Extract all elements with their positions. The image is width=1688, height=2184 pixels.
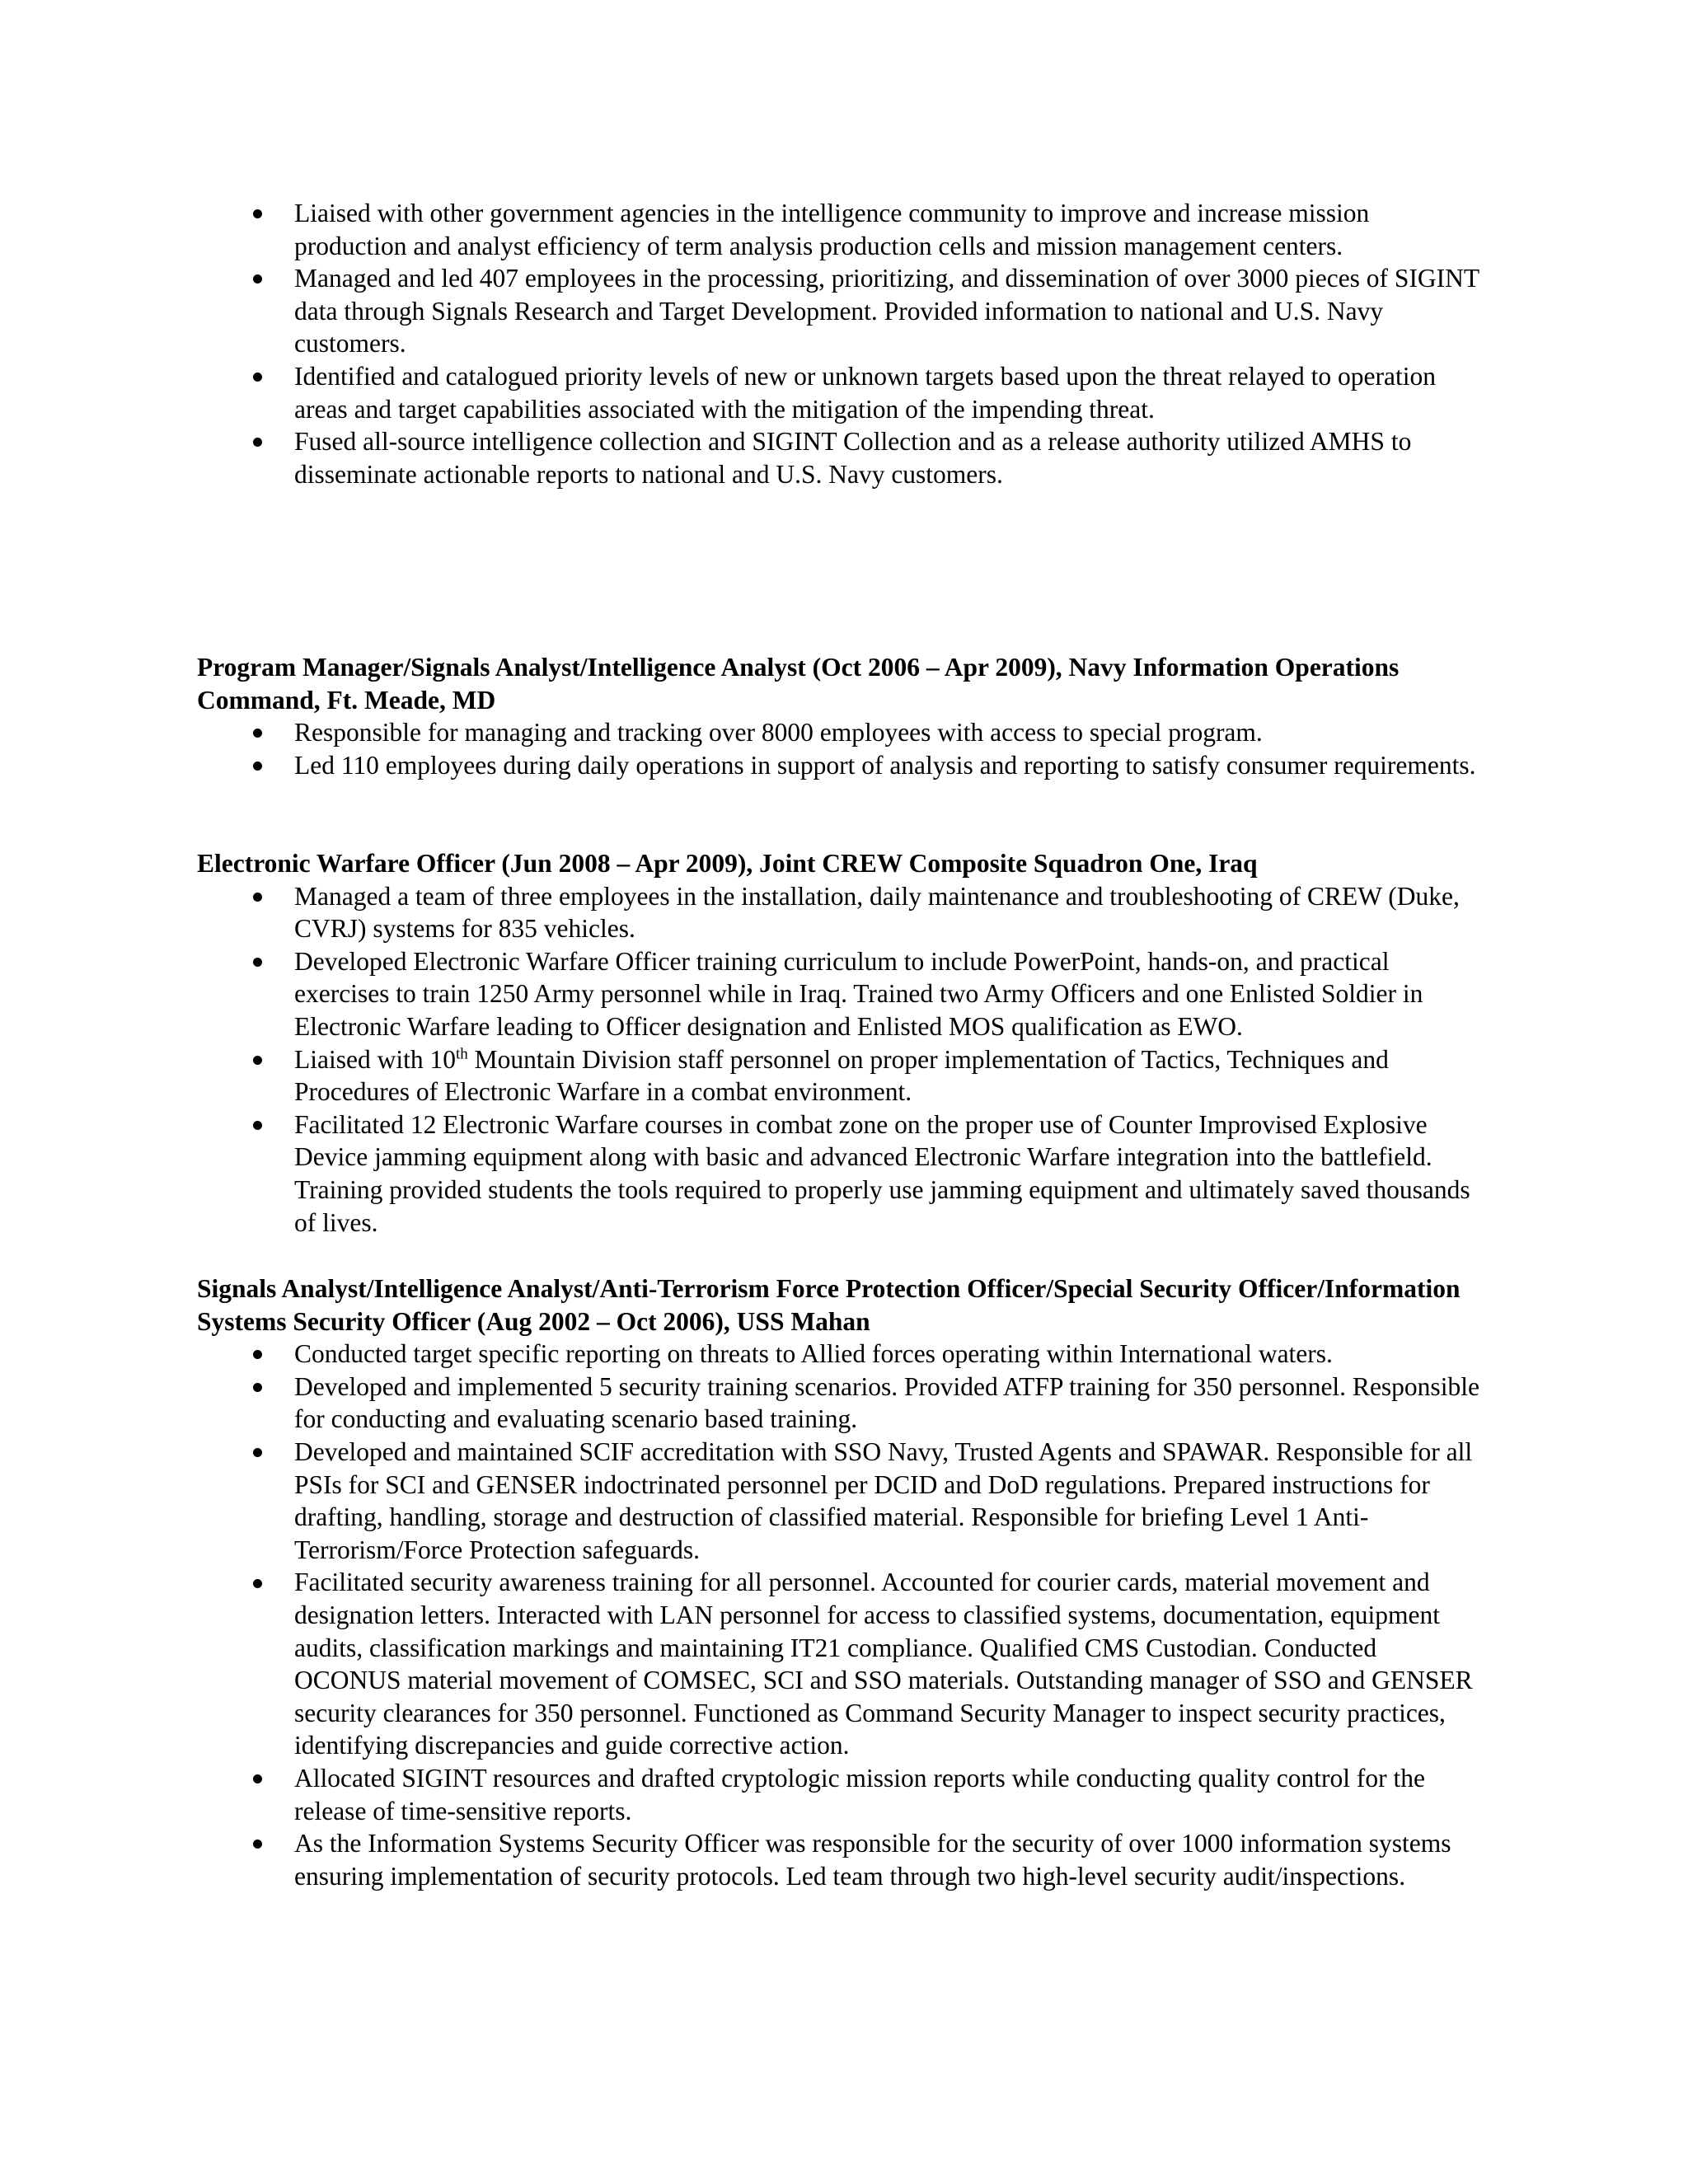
bullet-icon <box>245 1566 270 1599</box>
list-item: Allocated SIGINT resources and drafted cryptologic mission reports while conducting quality control for the release of time-sensitive reports. <box>197 1762 1483 1827</box>
intro-section <box>197 197 1483 490</box>
list-item: Managed a team of three employees in the installation, daily maintenance and troubleshooting of CREW (Duke, CVRJ) systems for 835 vehicles. <box>197 880 1483 945</box>
list-item: Liaised with other government agencies in the intelligence community to improve and increase mission production and analyst efficiency of term analysis production cells and mission management centers. <box>197 197 1483 262</box>
list-item: Facilitated 12 Electronic Warfare courses in combat zone on the proper use of Counter Improvised Explosive Device jamming equipment along with basic and advanced Electronic Warfare integration into the battlefield. Training provided students the tools required to properly use jamming equipment and ultimately saved thousands of lives. <box>197 1108 1483 1239</box>
list-item: Developed and implemented 5 security training scenarios. Provided ATFP training for 350 personnel. Responsible for conducting and evaluating scenario based training. <box>197 1371 1483 1436</box>
job-electronic-warfare-officer <box>197 847 1483 1239</box>
job-uss-mahan <box>197 1272 1483 1892</box>
list-item: As the Information Systems Security Officer was responsible for the security of over 1000 information systems ensuring implementation of security protocols. Led team through two high-level security audit/inspections. <box>197 1827 1483 1892</box>
bullet-icon <box>245 880 270 913</box>
bullet-icon <box>245 197 270 230</box>
list-item: Led 110 employees during daily operations in support of analysis and reporting to satisfy consumer requirements. <box>197 749 1483 782</box>
bullet-icon <box>245 1371 270 1404</box>
job-heading: Signals Analyst/Intelligence Analyst/Anti-Terrorism Force Protection Officer/Special Security Officer/Information Systems Security Officer (Aug 2002 – Oct 2006), USS Mahan <box>197 1274 1461 1336</box>
job-heading: Electronic Warfare Officer (Jun 2008 – Apr 2009), Joint CREW Composite Squadron One, Iraq <box>197 849 1258 878</box>
list-item: Developed Electronic Warfare Officer training curriculum to include PowerPoint, hands-on, and practical exercises to train 1250 Army personnel while in Iraq. Trained two Army Officers and one Enlisted Soldier in Electronic Warfare leading to Officer designation and Enlisted MOS qualification as EWO. <box>197 945 1483 1043</box>
bullet-icon <box>245 749 270 782</box>
bullet-icon <box>245 1108 270 1141</box>
job-bullet-list <box>197 716 1483 781</box>
intro-bullet-list <box>197 197 1483 490</box>
bullet-icon <box>245 1043 270 1076</box>
bullet-icon <box>245 945 270 978</box>
job-bullet-list <box>197 1338 1483 1892</box>
list-item: Liaised with 10th Mountain Division staff personnel on proper implementation of Tactics, Techniques and Procedures of Electronic Warfare in a combat environment. <box>197 1043 1483 1108</box>
list-item: Fused all-source intelligence collection and SIGINT Collection and as a release authority utilized AMHS to disseminate actionable reports to national and U.S. Navy customers. <box>197 425 1483 490</box>
list-item: Developed and maintained SCIF accreditation with SSO Navy, Trusted Agents and SPAWAR. Responsible for all PSIs for SCI and GENSER indoctrinated personnel per DCID and DoD regulations. Prepared instructions for drafting, handling, storage and destruction of classified material. Responsible for briefing Level 1 Anti-Terrorism/Force Protection safeguards. <box>197 1436 1483 1566</box>
list-item: Facilitated security awareness training for all personnel. Accounted for courier cards, material movement and designation letters. Interacted with LAN personnel for access to classified systems, documentation, equipment audits, classification markings and maintaining IT21 compliance. Qualified CMS Custodian. Conducted OCONUS material movement of COMSEC, SCI and SSO materials. Outstanding manager of SSO and GENSER security clearances for 350 personnel. Functioned as Command Security Manager to inspect security practices, identifying discrepancies and guide corrective action. <box>197 1566 1483 1762</box>
bullet-icon <box>245 360 270 393</box>
list-item: Conducted target specific reporting on threats to Allied forces operating within International waters. <box>197 1338 1483 1371</box>
bullet-icon <box>245 425 270 458</box>
job-program-manager <box>197 651 1483 781</box>
list-item: Responsible for managing and tracking over 8000 employees with access to special program. <box>197 716 1483 749</box>
bullet-icon <box>245 1827 270 1860</box>
job-heading: Program Manager/Signals Analyst/Intelligence Analyst (Oct 2006 – Apr 2009), Navy Information Operations Command, Ft. Meade, MD <box>197 653 1400 715</box>
bullet-icon <box>245 262 270 295</box>
bullet-icon <box>245 1762 270 1795</box>
bullet-icon <box>245 716 270 749</box>
bullet-icon <box>245 1436 270 1469</box>
list-item: Identified and catalogued priority levels of new or unknown targets based upon the threat relayed to operation areas and target capabilities associated with the mitigation of the impending threat. <box>197 360 1483 425</box>
list-item: Managed and led 407 employees in the processing, prioritizing, and dissemination of over 3000 pieces of SIGINT data through Signals Research and Target Development. Provided information to national and U.S. Navy customers. <box>197 262 1483 360</box>
bullet-icon <box>245 1338 270 1371</box>
job-bullet-list <box>197 880 1483 1240</box>
